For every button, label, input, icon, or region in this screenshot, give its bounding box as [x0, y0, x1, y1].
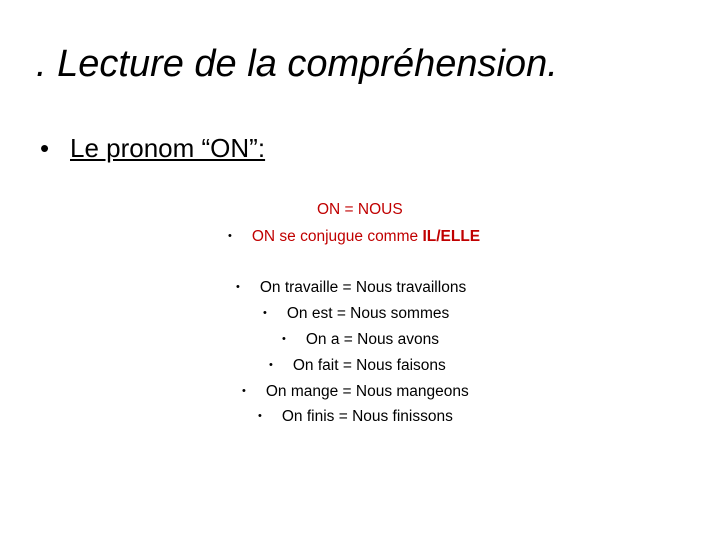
rule-line-2-bold: IL/ELLE — [422, 228, 481, 245]
rule-line-2 — [228, 226, 480, 247]
bullet-icon: • — [228, 230, 232, 242]
example-line-2 — [263, 303, 449, 324]
example-text: On est = Nous sommes — [286, 305, 450, 322]
example-line-3 — [282, 329, 439, 350]
example-text: On travaille = Nous travaillons — [259, 279, 467, 296]
rule-line-1: ON = NOUS — [317, 201, 403, 218]
example-text: On a = Nous avons — [305, 331, 439, 348]
bullet-icon: • — [263, 307, 267, 319]
example-text: On finis = Nous finissons — [281, 408, 453, 425]
bullet-icon: • — [282, 333, 286, 345]
heading-bullet: • — [40, 133, 50, 163]
slide-title: . Lecture de la compréhension. — [36, 43, 558, 85]
heading-text: Le pronom “ON”: — [70, 133, 266, 163]
example-line-4 — [269, 355, 446, 376]
section-heading — [40, 130, 265, 166]
example-line-1 — [236, 277, 466, 298]
bullet-icon: • — [236, 281, 240, 293]
example-text: On fait = Nous faisons — [292, 357, 446, 374]
example-text: On mange = Nous mangeons — [265, 383, 469, 400]
example-line-6 — [258, 406, 453, 427]
bullet-icon: • — [258, 410, 262, 422]
bullet-icon: • — [242, 385, 246, 397]
rule-line-2-text: ON se conjugue comme — [251, 228, 423, 245]
example-line-5 — [242, 381, 469, 402]
bullet-icon: • — [269, 359, 273, 371]
